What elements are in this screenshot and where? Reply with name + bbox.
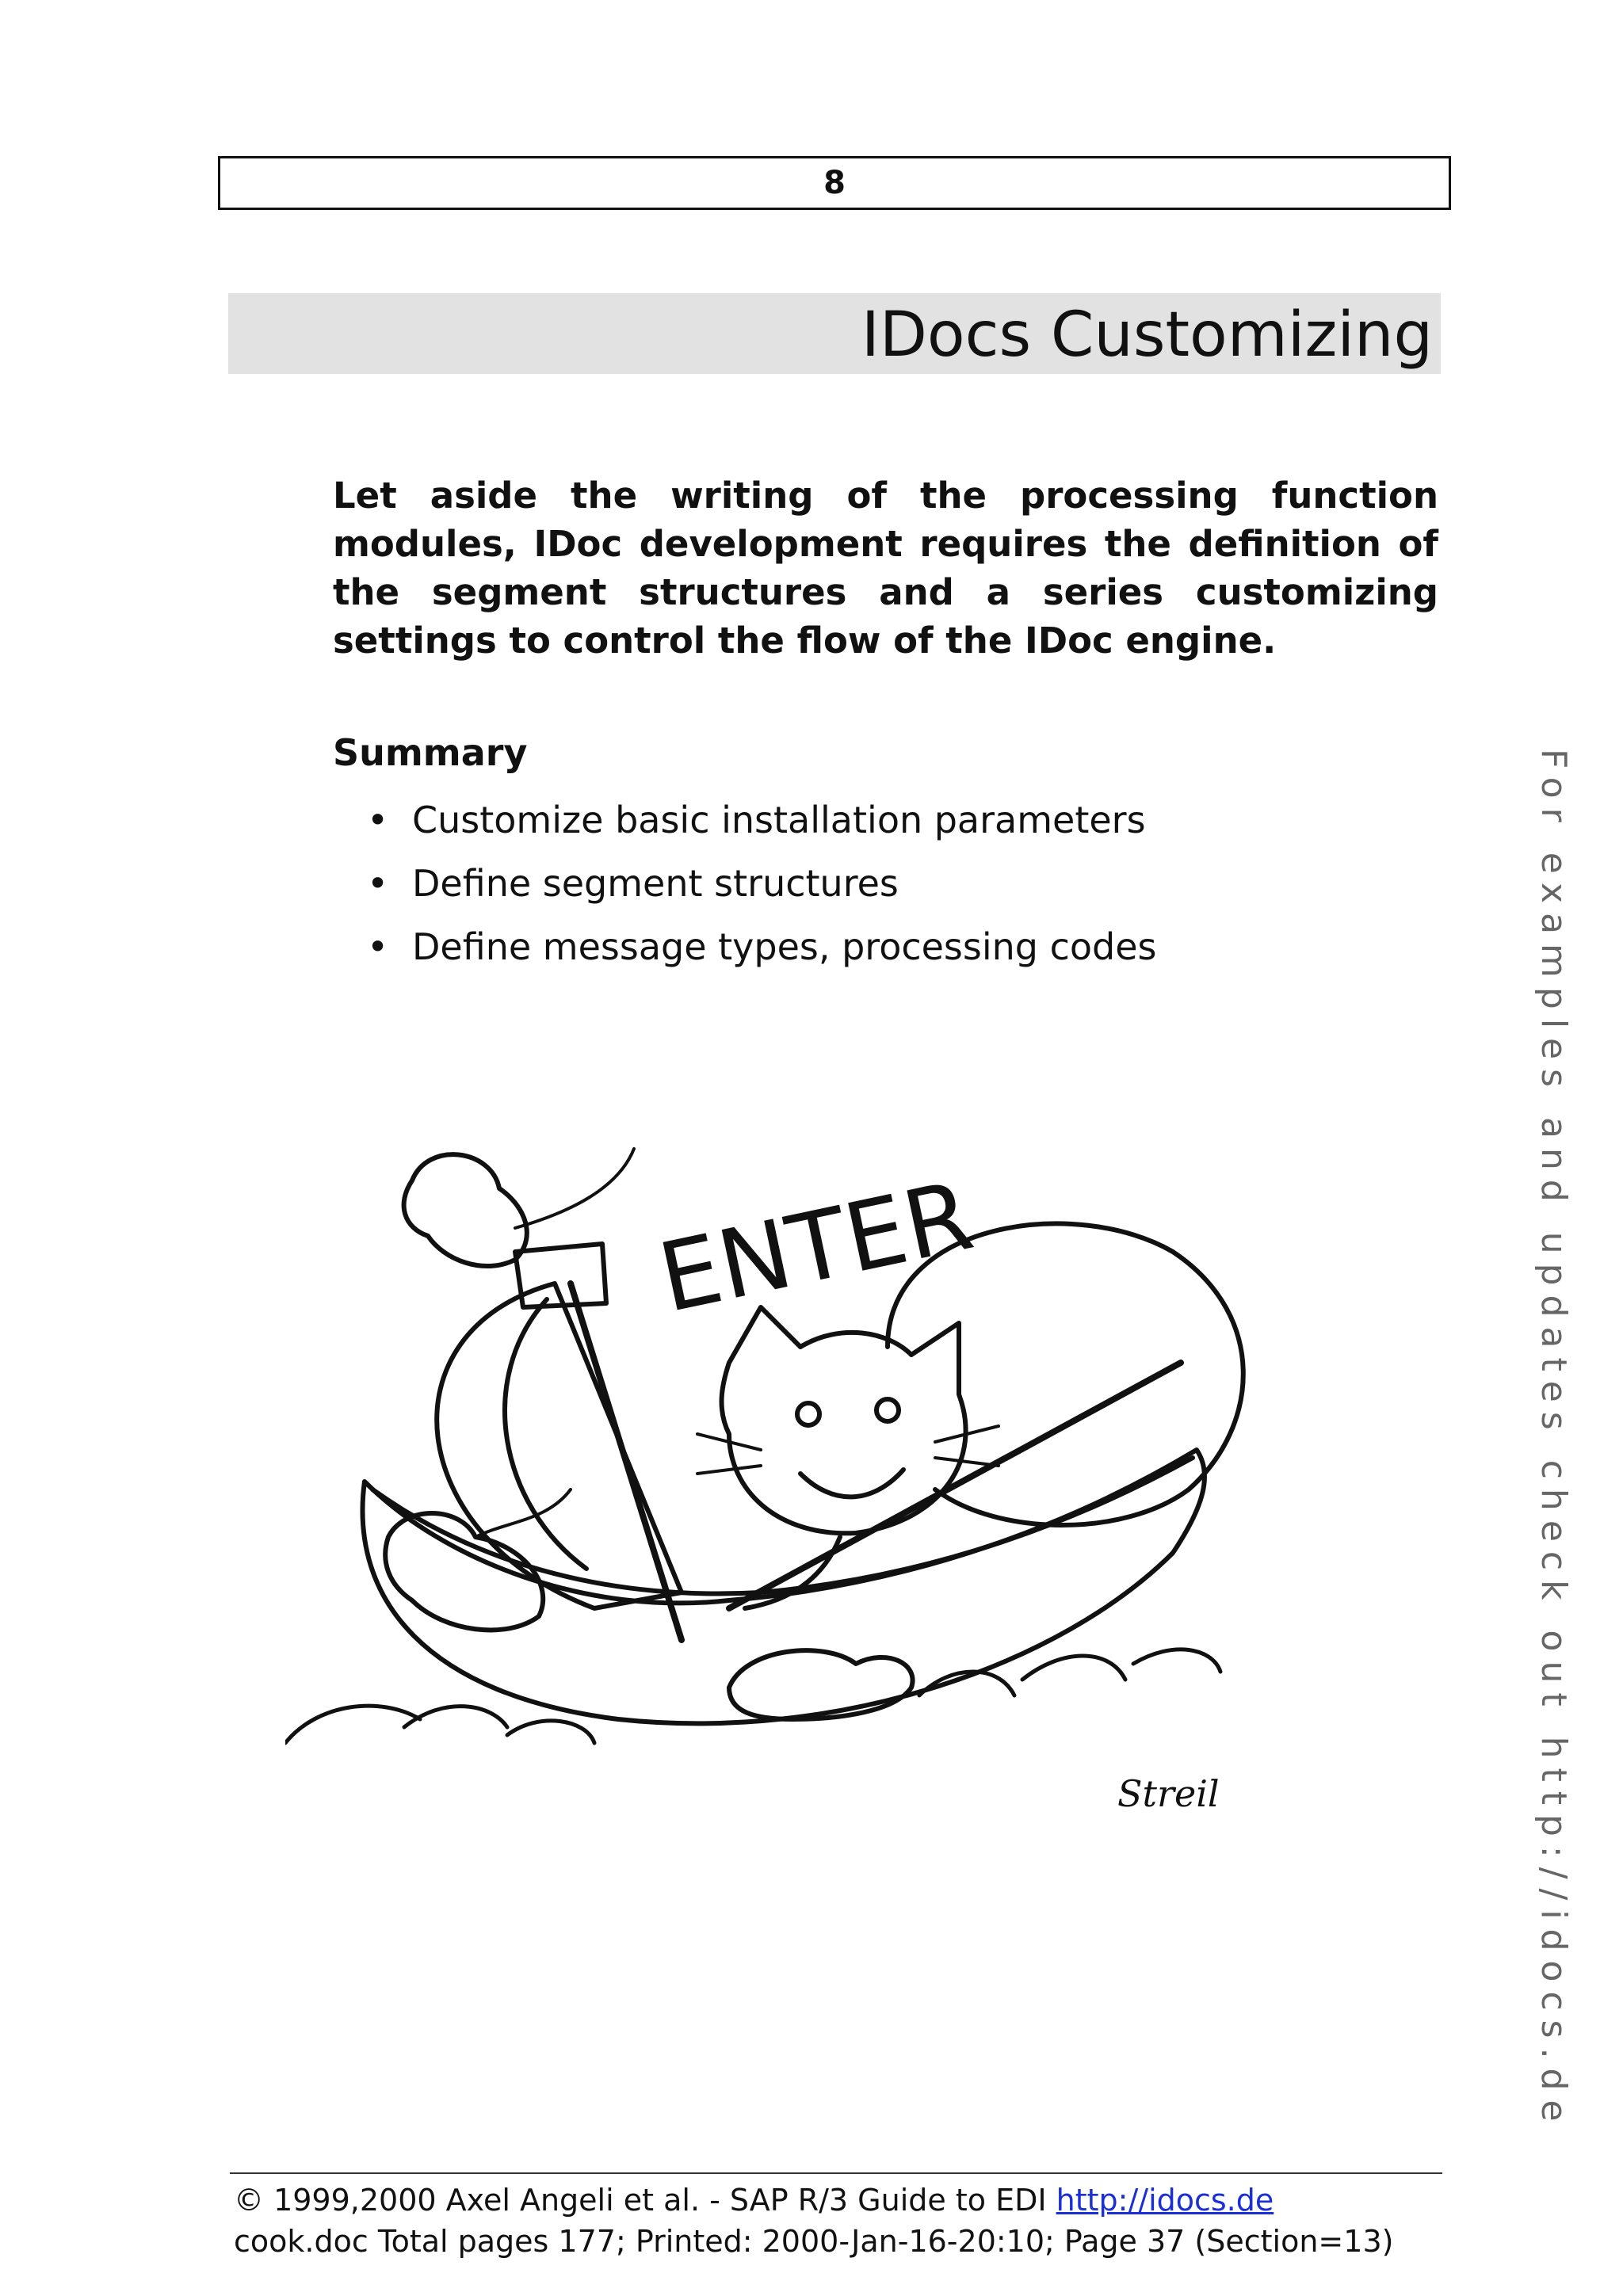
footer-copyright: © 1999,2000 Axel Angeli et al. - SAP R/3 Guide to EDI	[234, 2183, 1047, 2218]
chapter-number-box	[218, 156, 1451, 210]
waves-right	[919, 1650, 1220, 1695]
summary-item-text: Define message types, processing codes	[412, 925, 1157, 968]
summary-heading: Summary	[333, 731, 528, 774]
sail-inner-curve	[505, 1299, 586, 1569]
summary-list	[361, 788, 1157, 978]
waves-left	[285, 1706, 594, 1743]
cat-mouth	[800, 1470, 903, 1497]
banner-text: ENTER	[650, 1161, 982, 1335]
summary-item-text: Define segment structures	[412, 862, 899, 905]
bullet-icon: •	[367, 862, 389, 905]
summary-item	[361, 915, 1157, 978]
summary-item	[361, 852, 1157, 915]
bullet-icon: •	[367, 799, 389, 841]
cat-whiskers	[697, 1426, 999, 1474]
footer-divider	[230, 2172, 1442, 2174]
cat-eye-left	[797, 1403, 819, 1425]
side-note-vertical: For examples and updates check out http://idocs.de	[1533, 749, 1574, 2131]
title-band	[228, 293, 1441, 374]
cat-eye-right	[876, 1399, 899, 1421]
sail-shape	[437, 1283, 682, 1608]
footer-link[interactable]: http://idocs.de	[1056, 2183, 1274, 2218]
intro-paragraph: Let aside the writing of the processing function modules, IDoc development requires the definition of the segment structures and a series customizing settings to control the flow of the IDoc engine.	[333, 475, 1438, 662]
summary-item	[361, 788, 1157, 852]
chapter-title: IDocs Customizing	[861, 299, 1433, 371]
footer-print-info: cook.doc Total pages 177; Printed: 2000-Jan-16-20:10; Page 37 (Section=13)	[234, 2224, 1394, 2259]
oar	[729, 1363, 1181, 1608]
mouse-top-tail	[515, 1149, 634, 1228]
mouse-top	[404, 1154, 527, 1266]
cartoon-illustration	[285, 1093, 1363, 1862]
footer-copyright-line	[234, 2180, 1274, 2220]
boat-hull	[363, 1450, 1205, 1723]
chapter-number: 8	[823, 165, 846, 201]
bullet-icon: •	[367, 925, 389, 968]
mouse-left	[385, 1513, 543, 1630]
artist-signature: Streil	[1117, 1772, 1220, 1815]
summary-item-text: Customize basic installation parameters	[412, 799, 1146, 841]
mouse-bottom	[729, 1650, 913, 1719]
